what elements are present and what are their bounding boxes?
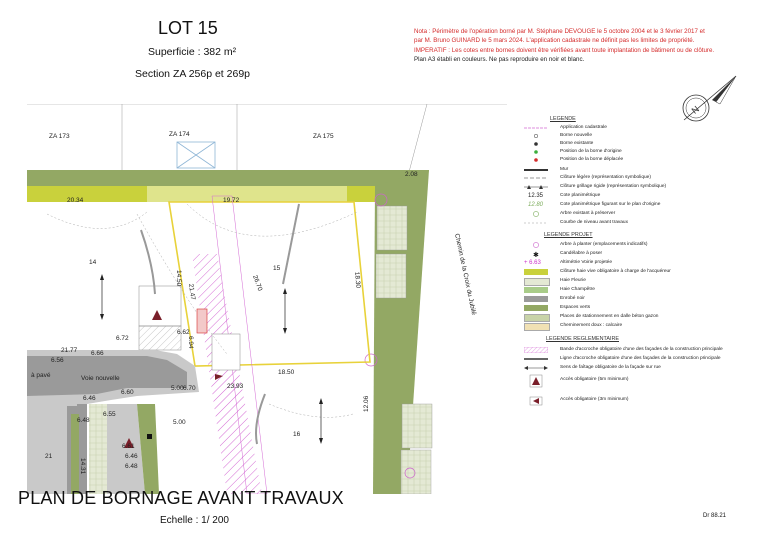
legend-item: Borne existante xyxy=(520,140,766,149)
superficie-label: Superficie : 382 m² xyxy=(148,46,237,58)
legend-item: Clôture grillage rigide (représentation symbolique) xyxy=(520,183,766,192)
legend-item: ✱ Candélabre à poser xyxy=(533,251,603,257)
dim-label: 12.06 xyxy=(363,395,370,412)
level-label: 6.56 xyxy=(51,357,64,364)
dim-label: 21.77 xyxy=(61,347,78,354)
level-label: 6.72 xyxy=(116,335,129,342)
level-label: 6.55 xyxy=(103,411,116,418)
dim-label: 18.50 xyxy=(278,369,295,376)
legend-item: Bande d'accroche obligatoire d'une des façades de la construction principale xyxy=(520,346,766,355)
parcel-label-za173: ZA 173 xyxy=(49,133,70,140)
level-label: 6.61 xyxy=(122,443,135,450)
legend-item: Haie Champêtre xyxy=(520,286,766,295)
cadastral-map xyxy=(27,104,507,494)
level-label: 6.70 xyxy=(183,385,196,392)
legend-panel xyxy=(520,114,768,414)
green-strip-top xyxy=(27,170,429,186)
lot-number-14: 14 xyxy=(89,259,97,266)
svg-text:✱: ✱ xyxy=(533,252,539,257)
note-line-1: Nota : Périmètre de l'opération borné par M. Stéphane DEVOUGE le 5 octobre 2004 et le 3 février 2017 et xyxy=(414,28,705,35)
note-line-3: IMPERATIF : Les cotes entre bornes doivent être vérifiées avant toute implantation de bâtiment ou de clôture. xyxy=(414,46,715,54)
legend-item: Accès obligatoire (5m minimum) xyxy=(520,373,766,391)
dim-label: 5.00 xyxy=(171,385,184,392)
legend-item: Position de la borne déplacée xyxy=(520,156,766,165)
svg-text:N: N xyxy=(689,103,702,116)
legend-title: LEGENDE xyxy=(550,116,576,122)
legend-item: Espaces verts xyxy=(520,304,766,313)
level-label: 6.66 xyxy=(91,350,104,357)
legend-project-title: LEGENDE PROJET xyxy=(544,232,593,238)
scale-label: Echelle : 1/ 200 xyxy=(160,515,229,526)
legend-item: Enrobé noir xyxy=(520,295,766,304)
dim-label: 19.72 xyxy=(223,197,240,204)
legend-regulatory-title: LEGENDE REGLEMENTAIRE xyxy=(546,336,619,342)
level-label: 6.46 xyxy=(125,453,138,460)
dim-label: 20.34 xyxy=(67,197,84,204)
dim-label: 18.30 xyxy=(353,271,362,289)
legend-item: Position de la borne d'origine xyxy=(520,148,766,157)
dim-label: 23.93 xyxy=(227,383,244,390)
level-label: 6.46 xyxy=(83,395,96,402)
level-label: 6.48 xyxy=(77,417,90,424)
legend-item: Ligne d'accroche obligatoire d'une des façades de la construction principale xyxy=(560,356,721,361)
lot-number-16: 16 xyxy=(293,431,301,438)
legend-item: 12.80 Cote planimétrique figurant sur le plan d'origine xyxy=(528,202,661,208)
legend-item: Application cadastrale xyxy=(560,125,607,130)
a-pave-label: à pavé xyxy=(31,372,51,379)
legend-item: Clôture légère (représentation symbolique) xyxy=(560,175,651,180)
dim-label: 2.08 xyxy=(405,171,418,178)
legend-item: Arbre existant à préserver xyxy=(520,210,766,219)
note-block xyxy=(414,27,764,65)
road-name-label: Chemin de la Croix du Jubilé xyxy=(453,232,478,316)
legend-item: Borne nouvelle xyxy=(520,132,766,141)
legend-item: Cheminement doux : calcaire xyxy=(520,322,766,331)
plan-title: PLAN DE BORNAGE AVANT TRAVAUX xyxy=(18,488,344,508)
note-line-2: par M. Bruno GUINARD le 5 mars 2024. L'application cadastrale ne définit pas les limites de propriété. xyxy=(414,37,695,45)
legend-item: 12.35 Cote planimétrique xyxy=(528,193,601,199)
legend-item: Arbre à planter (emplacements indicatifs) xyxy=(520,241,766,250)
level-label: 6.60 xyxy=(121,389,134,396)
legend-item: Courbe de niveau avant travaux xyxy=(560,220,628,225)
legend-item: Places de stationnement en dalle béton gazon xyxy=(520,313,766,322)
legend-item: Accès obligatoire (3m minimum) xyxy=(520,395,766,409)
legend-item: Haie Fleurie xyxy=(520,277,766,286)
parcel-label-za174: ZA 174 xyxy=(169,131,190,138)
facade-band xyxy=(192,254,262,494)
dim-label: 5.00 xyxy=(173,419,186,426)
legend-item: Sens de faîtage obligatoire de la façade sur rue xyxy=(520,364,766,373)
dim-label: 21.47 xyxy=(187,283,197,301)
dim-label: 14.31 xyxy=(79,458,86,475)
dim-label: 6.94 xyxy=(187,336,194,349)
lot-title: LOT 15 xyxy=(158,18,218,38)
lot-number-15: 15 xyxy=(273,265,281,272)
legend-item: Clôture haie vive obligatoire à charge de l'acquéreur xyxy=(520,268,766,277)
lot-number-21: 21 xyxy=(45,453,53,460)
legend-item: Mur xyxy=(560,167,569,172)
section-label: Section ZA 256p et 269p xyxy=(135,68,251,80)
reference-label: Dr 88.21 xyxy=(703,513,727,519)
dim-label: 14.50 xyxy=(175,270,182,287)
note-line-4: Plan A3 établi en couleurs. Ne pas reproduire en noir et blanc. xyxy=(414,56,585,64)
level-label: 6.62 xyxy=(177,329,190,336)
dim-label: 26.70 xyxy=(251,274,264,292)
level-label: 6.48 xyxy=(125,463,138,470)
legend-item: + 6.63 Altimétrie Voirie projetée xyxy=(524,260,612,266)
parcel-label-za175: ZA 175 xyxy=(313,133,334,140)
street-name-label: Voie nouvelle xyxy=(81,375,120,382)
